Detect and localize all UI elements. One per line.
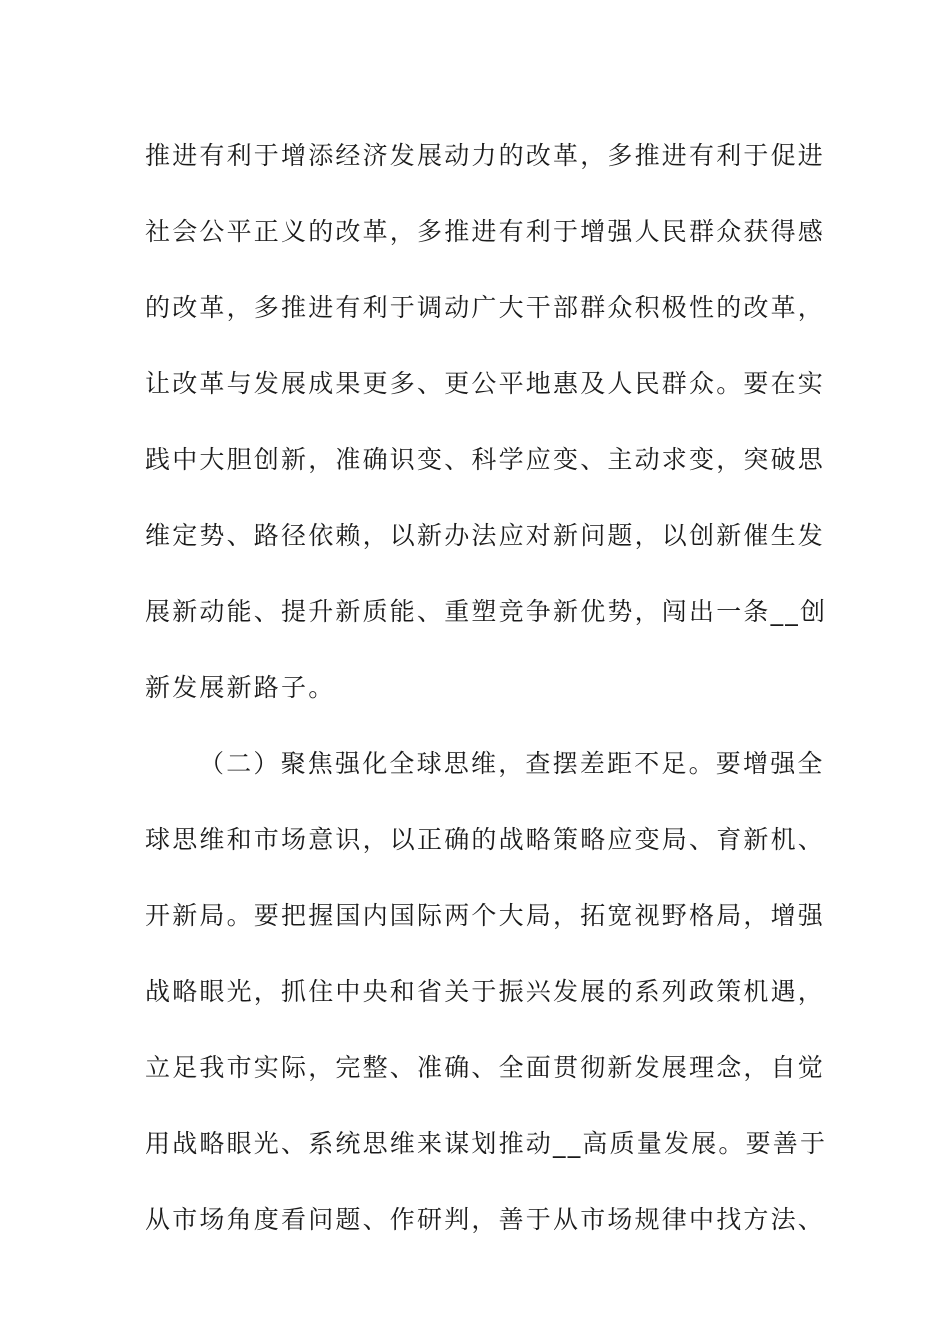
text-line-4: 让改革与发展成果更多、更公平地惠及人民群众。要在实 <box>145 369 826 398</box>
text-line-15: 从市场角度看问题、作研判，善于从市场规律中找方法、 <box>145 1205 826 1234</box>
text-line-14: 用战略眼光、系统思维来谋划推动__高质量发展。要善于 <box>145 1129 828 1158</box>
text-line-1: 推进有利于增添经济发展动力的改革，多推进有利于促进 <box>145 141 826 170</box>
text-line-7: 展新动能、提升新质能、重塑竞争新优势，闯出一条__创 <box>145 597 828 626</box>
text-line-2: 社会公平正义的改革，多推进有利于增强人民群众获得感 <box>145 217 826 246</box>
text-line-3: 的改革，多推进有利于调动广大干部群众积极性的改革， <box>145 293 826 322</box>
text-line-10: 球思维和市场意识，以正确的战略策略应变局、育新机、 <box>145 825 826 854</box>
text-line-5: 践中大胆创新，准确识变、科学应变、主动求变，突破思 <box>145 445 826 474</box>
text-line-6: 维定势、路径依赖，以新办法应对新问题，以创新催生发 <box>145 521 826 550</box>
text-line-12: 战略眼光，抓住中央和省关于振兴发展的系列政策机遇， <box>145 977 826 1006</box>
text-line-13: 立足我市实际，完整、准确、全面贯彻新发展理念，自觉 <box>145 1053 826 1082</box>
document-body <box>145 128 828 1268</box>
text-line-8: 新发展新路子。 <box>145 673 336 702</box>
text-line-11: 开新局。要把握国内国际两个大局，拓宽视野格局，增强 <box>145 901 826 930</box>
section-heading-line: （二）聚焦强化全球思维，查摆差距不足。要增强全 <box>199 749 825 778</box>
